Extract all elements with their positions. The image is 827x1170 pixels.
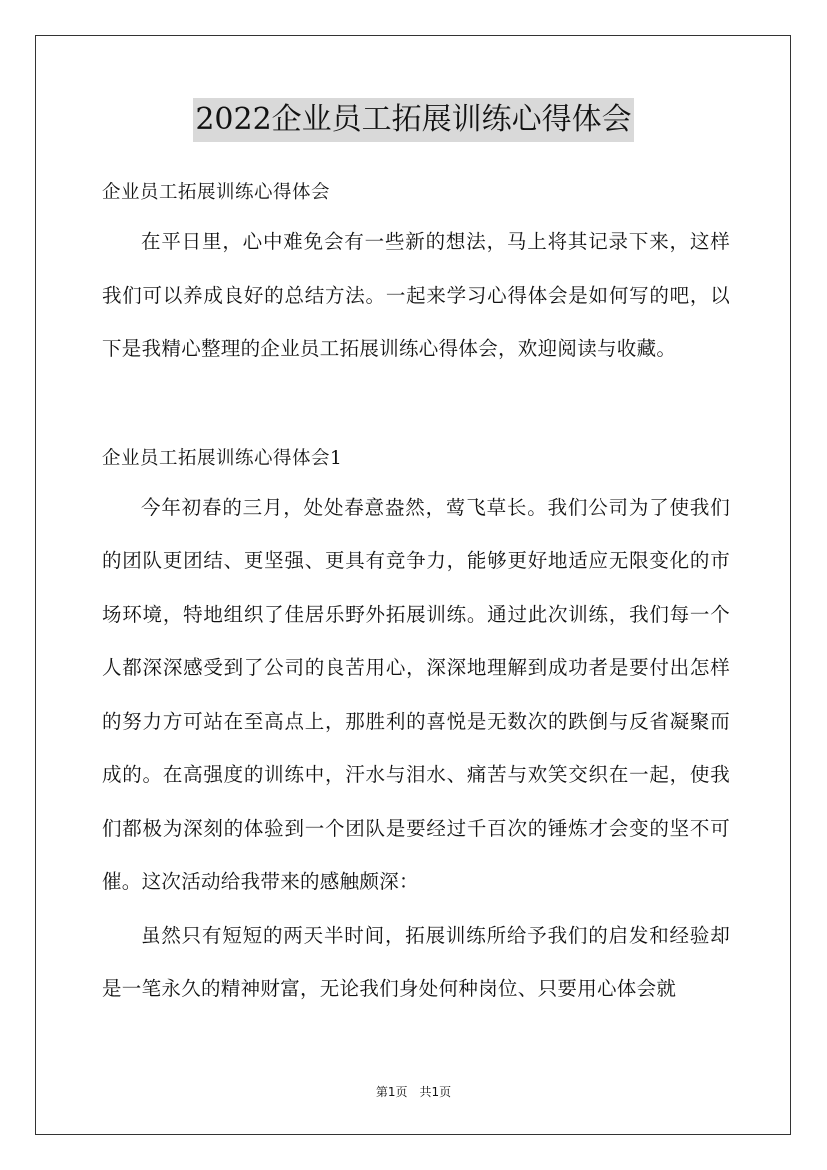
page-footer: 第1页 共1页: [375, 1085, 452, 1099]
document-title: 2022企业员工拓展训练心得体会: [193, 98, 633, 142]
section-heading-1: 企业员工拓展训练心得体会1: [102, 447, 343, 469]
body-paragraph-1: 今年初春的三月，处处春意盎然，莺飞草长。我们公司为了使我们的团队更团结、更坚强、更具有竞争力，能够更好地适应无限变化的市场环境，特地组织了佳居乐野外拓展训练。通过此次训练，我们每一个人都深深感受到了公司的良苦用心，深深地理解到成功者是要付出怎样的努力方可站在至高点上，那胜利的喜悦是无数次的跌倒与反省凝聚而成的。在高强度的训练中，汗水与泪水、痛苦与欢笑交织在一起，使我们都极为深刻的体验到一个团队是要经过千百次的锤炼才会变的坚不可催。这次活动给我带来的感触颇深：: [102, 495, 730, 893]
intro-paragraph: 在平日里，心中难免会有一些新的想法，马上将其记录下来，这样我们可以养成良好的总结方法。一起来学习心得体会是如何写的吧，以下是我精心整理的企业员工拓展训练心得体会，欢迎阅读与收藏。: [102, 230, 730, 360]
title-container: [0, 98, 827, 142]
document-body: [102, 170, 730, 1016]
body-paragraph-2: 虽然只有短短的两天半时间，拓展训练所给予我们的启发和经验却是一笔永久的精神财富，无论我们身处何种岗位、只要用心体会就: [102, 923, 730, 1000]
section-heading-intro: 企业员工拓展训练心得体会: [102, 182, 331, 203]
spacer: [102, 376, 730, 436]
